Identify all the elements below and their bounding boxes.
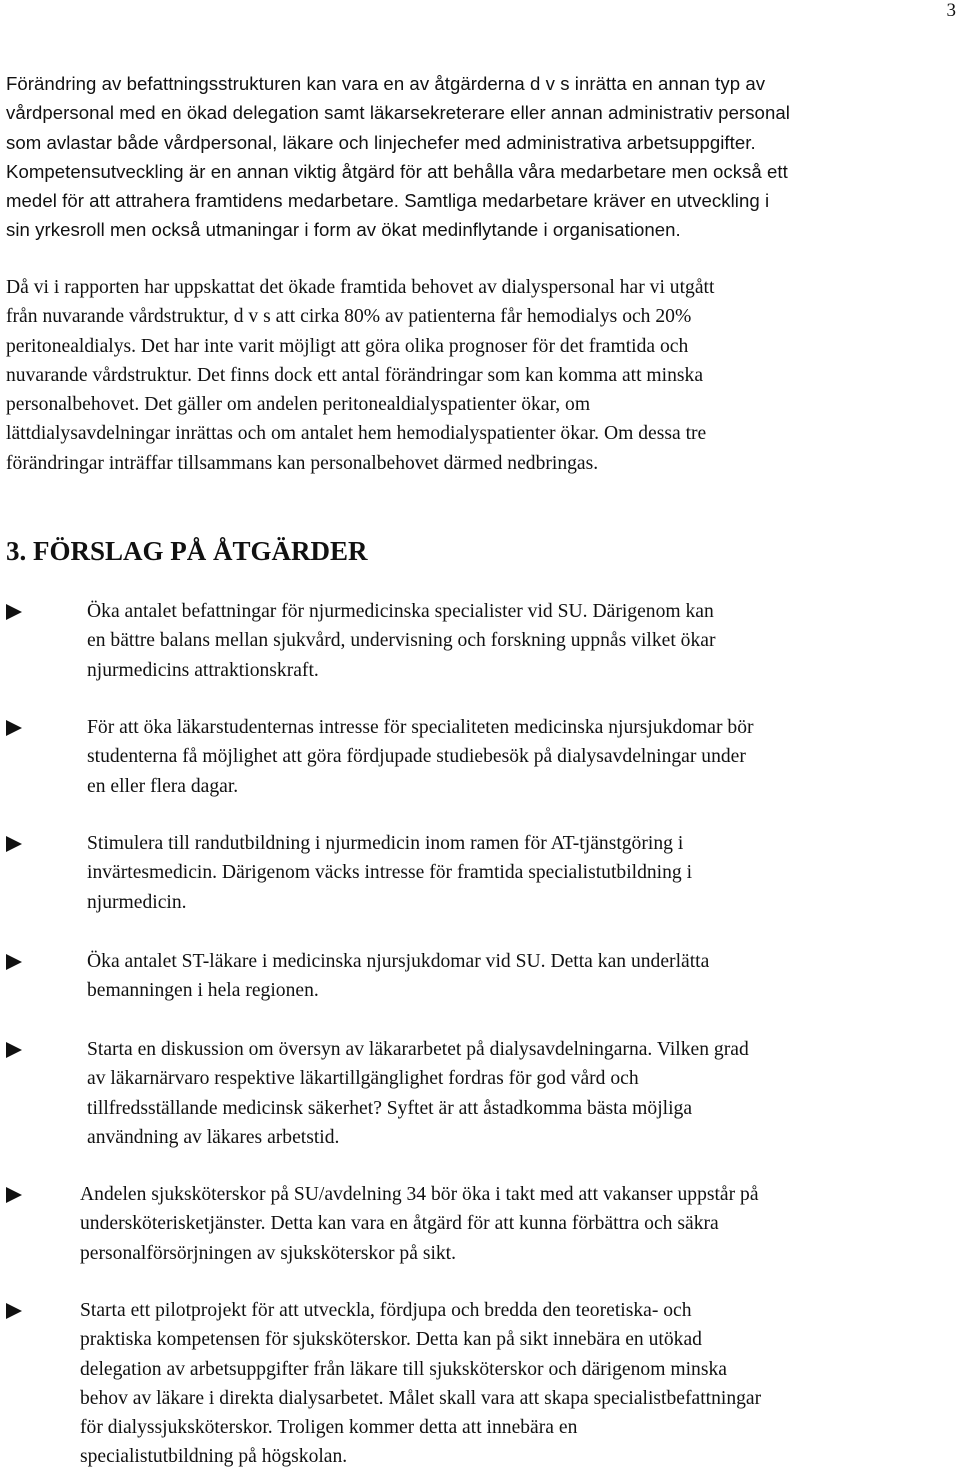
paragraph-line: lättdialysavdelningar inrättas och om antalet hem hemodialyspatienter ökar. Om dessa tre [6,423,707,445]
paragraph-line: Förändring av befattningsstrukturen kan vara en av åtgärderna d v s inrätta en annan typ av [6,73,766,94]
bullet-line: För att öka läkarstudenternas intresse för specialiteten medicinska njursjukdomar bör [87,717,754,738]
bullet-triangle-icon [6,1303,22,1319]
bullet-line: behov av läkare i direkta dialysarbetet. Målet skall vara att skapa specialistbefattningar [80,1387,762,1409]
paragraph-line: medel för att attrahera framtidens medarbetare. Samtliga medarbetare kräver en utveckling i [6,190,770,212]
paragraph-line: sin yrkesroll men också utmaningar i form av ökat medinflytande i organisationen. [6,219,681,241]
bullet-triangle-icon [6,720,22,736]
paragraph-line: förändringar inträffar tillsammans kan personalbehovet därmed nedbringas. [6,452,599,474]
paragraph-line: från nuvarande vårdstruktur, d v s att cirka 80% av patienterna får hemodialys och 20% [6,306,692,328]
bullet-text [87,947,709,1006]
bullet-line: delegation av arbetsuppgifter från läkare till sjuksköterskor och därigenom minska [80,1358,727,1380]
bullet-text [87,829,692,917]
bullet-line: specialistutbildning på högskolan. [80,1446,348,1468]
bullet-text [80,1180,759,1268]
paragraph-line: personalbehovet. Det gäller om andelen peritonealdialyspatienter ökar, om [6,394,591,416]
section-heading: 3. FÖRSLAG PÅ ÅTGÄRDER [6,536,368,566]
bullet-line: studenterna få möjlighet att göra fördjupade studiebesök på dialysavdelningar under [87,746,746,768]
intro-paragraph [6,69,946,245]
bullet-line: undersköterisketjänster. Detta kan vara en åtgärd för att kunna förbättra och säkra [80,1213,719,1235]
bullet-line: en bättre balans mellan sjukvård, undervisning och forskning uppnås vilket ökar [87,630,716,652]
paragraph-line: vårdpersonal med en ökad delegation samt läkarsekreterare eller annan administrativ personal [6,102,790,124]
bullet-triangle-icon [6,836,22,852]
bullet-triangle-icon [6,604,22,620]
bullet-text [87,1035,749,1152]
bullet-line: Öka antalet befattningar för njurmedicinska specialister vid SU. Därigenom kan [87,601,714,622]
paragraph-line: Då vi i rapporten har uppskattat det ökade framtida behovet av dialyspersonal har vi utgått [6,277,715,298]
bullet-line: för dialyssjuksköterskor. Troligen kommer detta att innebära en [80,1417,578,1439]
bullet-line: personalförsörjningen av sjuksköterskor på sikt. [80,1242,457,1264]
bullet-triangle-icon [6,954,22,970]
bullet-line: njurmedicins attraktionskraft. [87,659,319,681]
bullet-line: tillfredsställande medicinsk säkerhet? Syftet är att åstadkomma bästa möjliga [87,1097,693,1119]
bullet-text [87,713,754,801]
bullet-triangle-icon [6,1187,22,1203]
bullet-text [80,1296,761,1472]
bullet-line: bemanningen i hela regionen. [87,980,319,1002]
bullet-line: Andelen sjuksköterskor på SU/avdelning 34 bör öka i takt med att vakanser uppstår på [80,1184,759,1205]
bullet-text [87,597,715,685]
bullet-triangle-icon [6,1042,22,1058]
bullet-line: Öka antalet ST-läkare i medicinska njursjukdomar vid SU. Detta kan underlätta [87,951,710,972]
paragraph-line: nuvarande vårdstruktur. Det finns dock ett antal förändringar som kan komma att minska [6,364,704,386]
bullet-line: Starta ett pilotprojekt för att utveckla, fördjupa och bredda den teoretiska- och [80,1300,692,1321]
bullet-line: praktiska kompetensen för sjuksköterskor. Detta kan på sikt innebära en utökad [80,1329,702,1351]
paragraph-line: peritonealdialys. Det har inte varit möjligt att göra olika prognoser för det framtida och [6,335,689,357]
bullet-line: Starta en diskussion om översyn av läkararbetet på dialysavdelningarna. Vilken grad [87,1039,749,1060]
staffing-paragraph [6,273,946,478]
bullet-line: invärtesmedicin. Därigenom väcks intresse för framtida specialistutbildning i [87,862,693,884]
bullet-line: av läkarnärvaro respektive läkartillgänglighet fordras för god vård och [87,1068,639,1090]
bullet-line: njurmedicin. [87,891,187,913]
paragraph-line: som avlastar både vårdpersonal, läkare och linjechefer med administrativa arbetsuppgifter. [6,131,756,153]
bullet-line: användning av läkares arbetstid. [87,1126,340,1148]
bullet-line: en eller flera dagar. [87,775,239,797]
bullet-line: Stimulera till randutbildning i njurmedicin inom ramen för AT-tjänstgöring i [87,833,684,854]
page-number: 3 [946,0,956,21]
paragraph-line: Kompetensutveckling är en annan viktig åtgärd för att behålla våra medarbetare men också ett [6,160,788,182]
